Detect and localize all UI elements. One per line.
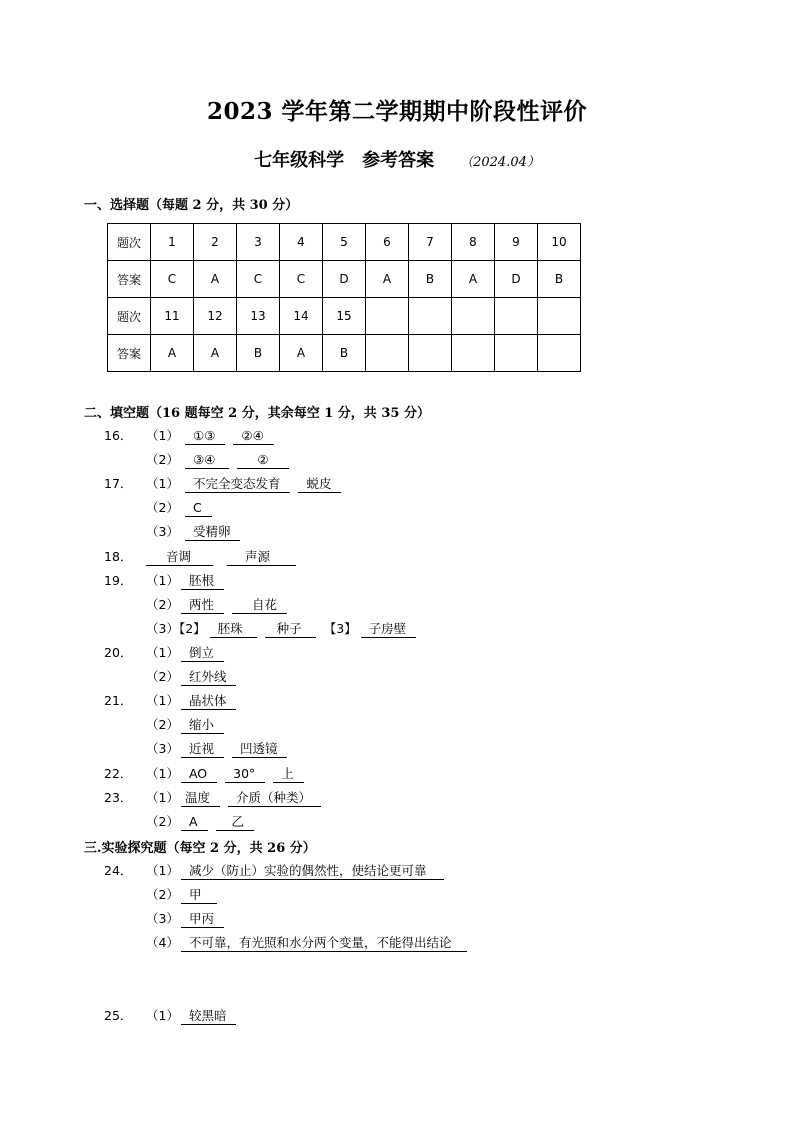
answer-cell (366, 335, 409, 372)
answer-cell: B (409, 261, 452, 298)
q21-part2 (146, 716, 232, 734)
answer-blank: ①③ (185, 428, 225, 445)
answer-cell: C (151, 261, 194, 298)
answer-cell: A (452, 261, 495, 298)
question-number-cell (538, 298, 581, 335)
q23-part2 (146, 813, 262, 831)
question-number-cell: 14 (280, 298, 323, 335)
answer-blank: 晶状体 (181, 693, 237, 710)
q23-part1 (146, 789, 329, 807)
q21-part3 (146, 740, 295, 758)
q21-part1 (146, 692, 244, 710)
answer-cell: C (237, 261, 280, 298)
q16-part2 (146, 451, 297, 469)
answer-blank: 受精卵 (185, 524, 241, 541)
bracket-label: 【2】 (178, 621, 206, 636)
question-number-cell: 2 (194, 224, 237, 261)
question-number: 25． (104, 1008, 133, 1023)
q19-part3 (146, 620, 424, 638)
question-number-cell (452, 298, 495, 335)
bracket-label: 【3】 (323, 621, 357, 636)
q24-part2 (146, 886, 225, 904)
part-label: （1） (146, 645, 179, 660)
q24-part3 (146, 910, 232, 928)
section-multiple-choice: 一、选择题（每题 2 分，共 30 分） (84, 198, 299, 213)
answer-blank: 甲 (181, 887, 218, 904)
question-number-cell (495, 298, 538, 335)
question-number-cell (409, 298, 452, 335)
subtitle-grade: 七年级科学 (254, 150, 345, 171)
answer-blank: 蜕皮 (298, 476, 341, 493)
question-number-cell: 5 (323, 224, 366, 261)
row-label: 题次 (108, 224, 151, 261)
answer-cell: A (151, 335, 194, 372)
question-number-cell: 1 (151, 224, 194, 261)
question-number-cell: 8 (452, 224, 495, 261)
q24-part4 (146, 934, 475, 952)
row-label: 答案 (108, 335, 151, 372)
part-label: （3） (146, 524, 179, 539)
document-title: 2023 学年第二学期期中阶段性评价 (206, 98, 588, 125)
part-label: （4） (146, 935, 179, 950)
question-number-cell (366, 298, 409, 335)
answer-blank: 胚珠 (210, 621, 257, 638)
part-label: （3） (146, 911, 179, 926)
part-label: （2） (146, 717, 179, 732)
question-number-cell: 10 (538, 224, 581, 261)
question-number: 19． (104, 573, 133, 588)
row-label: 题次 (108, 298, 151, 335)
answer-blank: 近视 (181, 741, 224, 758)
answer-blank: 减少（防止）实验的偶然性，使结论更可靠 (181, 863, 445, 880)
question-number-cell: 3 (237, 224, 280, 261)
answer-blank: 上 (273, 766, 304, 783)
answer-cell (538, 335, 581, 372)
q16-part1 (146, 427, 282, 445)
question-number-cell: 11 (151, 298, 194, 335)
q19-part1 (146, 572, 232, 590)
answer-blank: 缩小 (181, 717, 224, 734)
answer-blank: 30° (225, 766, 265, 783)
part-label: （1） (146, 476, 179, 491)
subtitle-answer-key: 参考答案 (362, 150, 435, 171)
question-number: 24． (104, 863, 133, 878)
answer-blank: ②④ (233, 428, 273, 445)
answer-blank: 较黑暗 (181, 1008, 237, 1025)
part-label: （2） (146, 597, 179, 612)
section-fill-in: 二、填空题（16 题每空 2 分，其余每空 1 分，共 35 分） (84, 406, 430, 421)
answer-blank: 自花 (232, 597, 287, 614)
answer-blank: 不可靠，有光照和水分两个变量，不能得出结论 (181, 935, 468, 952)
answer-blank: ② (237, 452, 288, 469)
answer-blank: A (181, 814, 208, 831)
question-number-cell: 7 (409, 224, 452, 261)
answer-cell (452, 335, 495, 372)
question-number-cell: 13 (237, 298, 280, 335)
section-experiment: 三.实验探究题（每空 2 分，共 26 分） (84, 841, 316, 856)
answer-blank: 甲丙 (181, 911, 224, 928)
question-number: 16． (104, 428, 133, 443)
question-number-row (108, 298, 581, 335)
answer-cell: A (280, 335, 323, 372)
answer-cell: A (194, 261, 237, 298)
q25-part1 (146, 1007, 244, 1025)
part-label: （1） (146, 790, 179, 805)
answer-blank: 胚根 (181, 573, 224, 590)
document-subtitle (0, 146, 794, 172)
q18-answers (146, 548, 304, 566)
answer-cell: B (237, 335, 280, 372)
question-number: 18． (104, 549, 133, 564)
question-number: 22． (104, 766, 133, 781)
question-number-cell: 4 (280, 224, 323, 261)
part-label: （2） (146, 814, 179, 829)
q22-part1 (146, 765, 312, 783)
part-label: （1） (146, 693, 179, 708)
q19-part2 (146, 596, 295, 614)
answer-blank: C (185, 500, 212, 517)
part-label: （2） (146, 452, 179, 467)
question-number-cell: 15 (323, 298, 366, 335)
q20-part2 (146, 668, 244, 686)
part-label: （3） (146, 741, 179, 756)
answer-cell: D (323, 261, 366, 298)
question-number: 17． (104, 476, 133, 491)
answer-table (107, 223, 581, 372)
answer-cell: B (538, 261, 581, 298)
q17-part2 (146, 499, 220, 517)
q24-part1 (146, 862, 452, 880)
answer-blank: 子房壁 (361, 621, 417, 638)
answer-blank: 不完全变态发育 (185, 476, 291, 493)
answer-blank: ③④ (185, 452, 229, 469)
q17-part1 (146, 475, 349, 493)
q17-part3 (146, 523, 248, 541)
answer-blank: 两性 (181, 597, 224, 614)
subtitle-date: （2024.04） (460, 155, 540, 170)
part-label: （2） (146, 887, 179, 902)
answer-blank: 红外线 (181, 669, 237, 686)
part-label: （2） (146, 500, 179, 515)
answer-blank: 介质（种类） (228, 790, 321, 807)
part-label: （1） (146, 766, 179, 781)
answer-blank: 声源 (227, 549, 296, 566)
part-label: （1） (146, 428, 179, 443)
question-number: 23． (104, 790, 133, 805)
row-label: 答案 (108, 261, 151, 298)
part-label: （1） (146, 863, 179, 878)
question-number-cell: 12 (194, 298, 237, 335)
part-label: （3） (146, 621, 179, 636)
q20-part1 (146, 644, 232, 662)
question-number: 21． (104, 693, 133, 708)
answer-blank: AO (181, 766, 217, 783)
answer-cell: D (495, 261, 538, 298)
answer-cell: C (280, 261, 323, 298)
part-label: （1） (146, 1008, 179, 1023)
answer-blank: 温度 (181, 790, 220, 807)
answer-blank: 凹透镜 (232, 741, 288, 758)
answer-cell: B (323, 335, 366, 372)
part-label: （2） (146, 669, 179, 684)
question-number-cell: 9 (495, 224, 538, 261)
answer-cell: A (366, 261, 409, 298)
answer-blank: 乙 (216, 814, 255, 831)
part-label: （1） (146, 573, 179, 588)
question-number-cell: 6 (366, 224, 409, 261)
answer-blank: 音调 (146, 549, 213, 566)
answer-cell (409, 335, 452, 372)
answer-blank: 种子 (265, 621, 316, 638)
answer-cell (495, 335, 538, 372)
question-number-row (108, 224, 581, 261)
answer-blank: 倒立 (181, 645, 224, 662)
answer-row (108, 335, 581, 372)
answer-row (108, 261, 581, 298)
question-number: 20． (104, 645, 133, 660)
answer-cell: A (194, 335, 237, 372)
